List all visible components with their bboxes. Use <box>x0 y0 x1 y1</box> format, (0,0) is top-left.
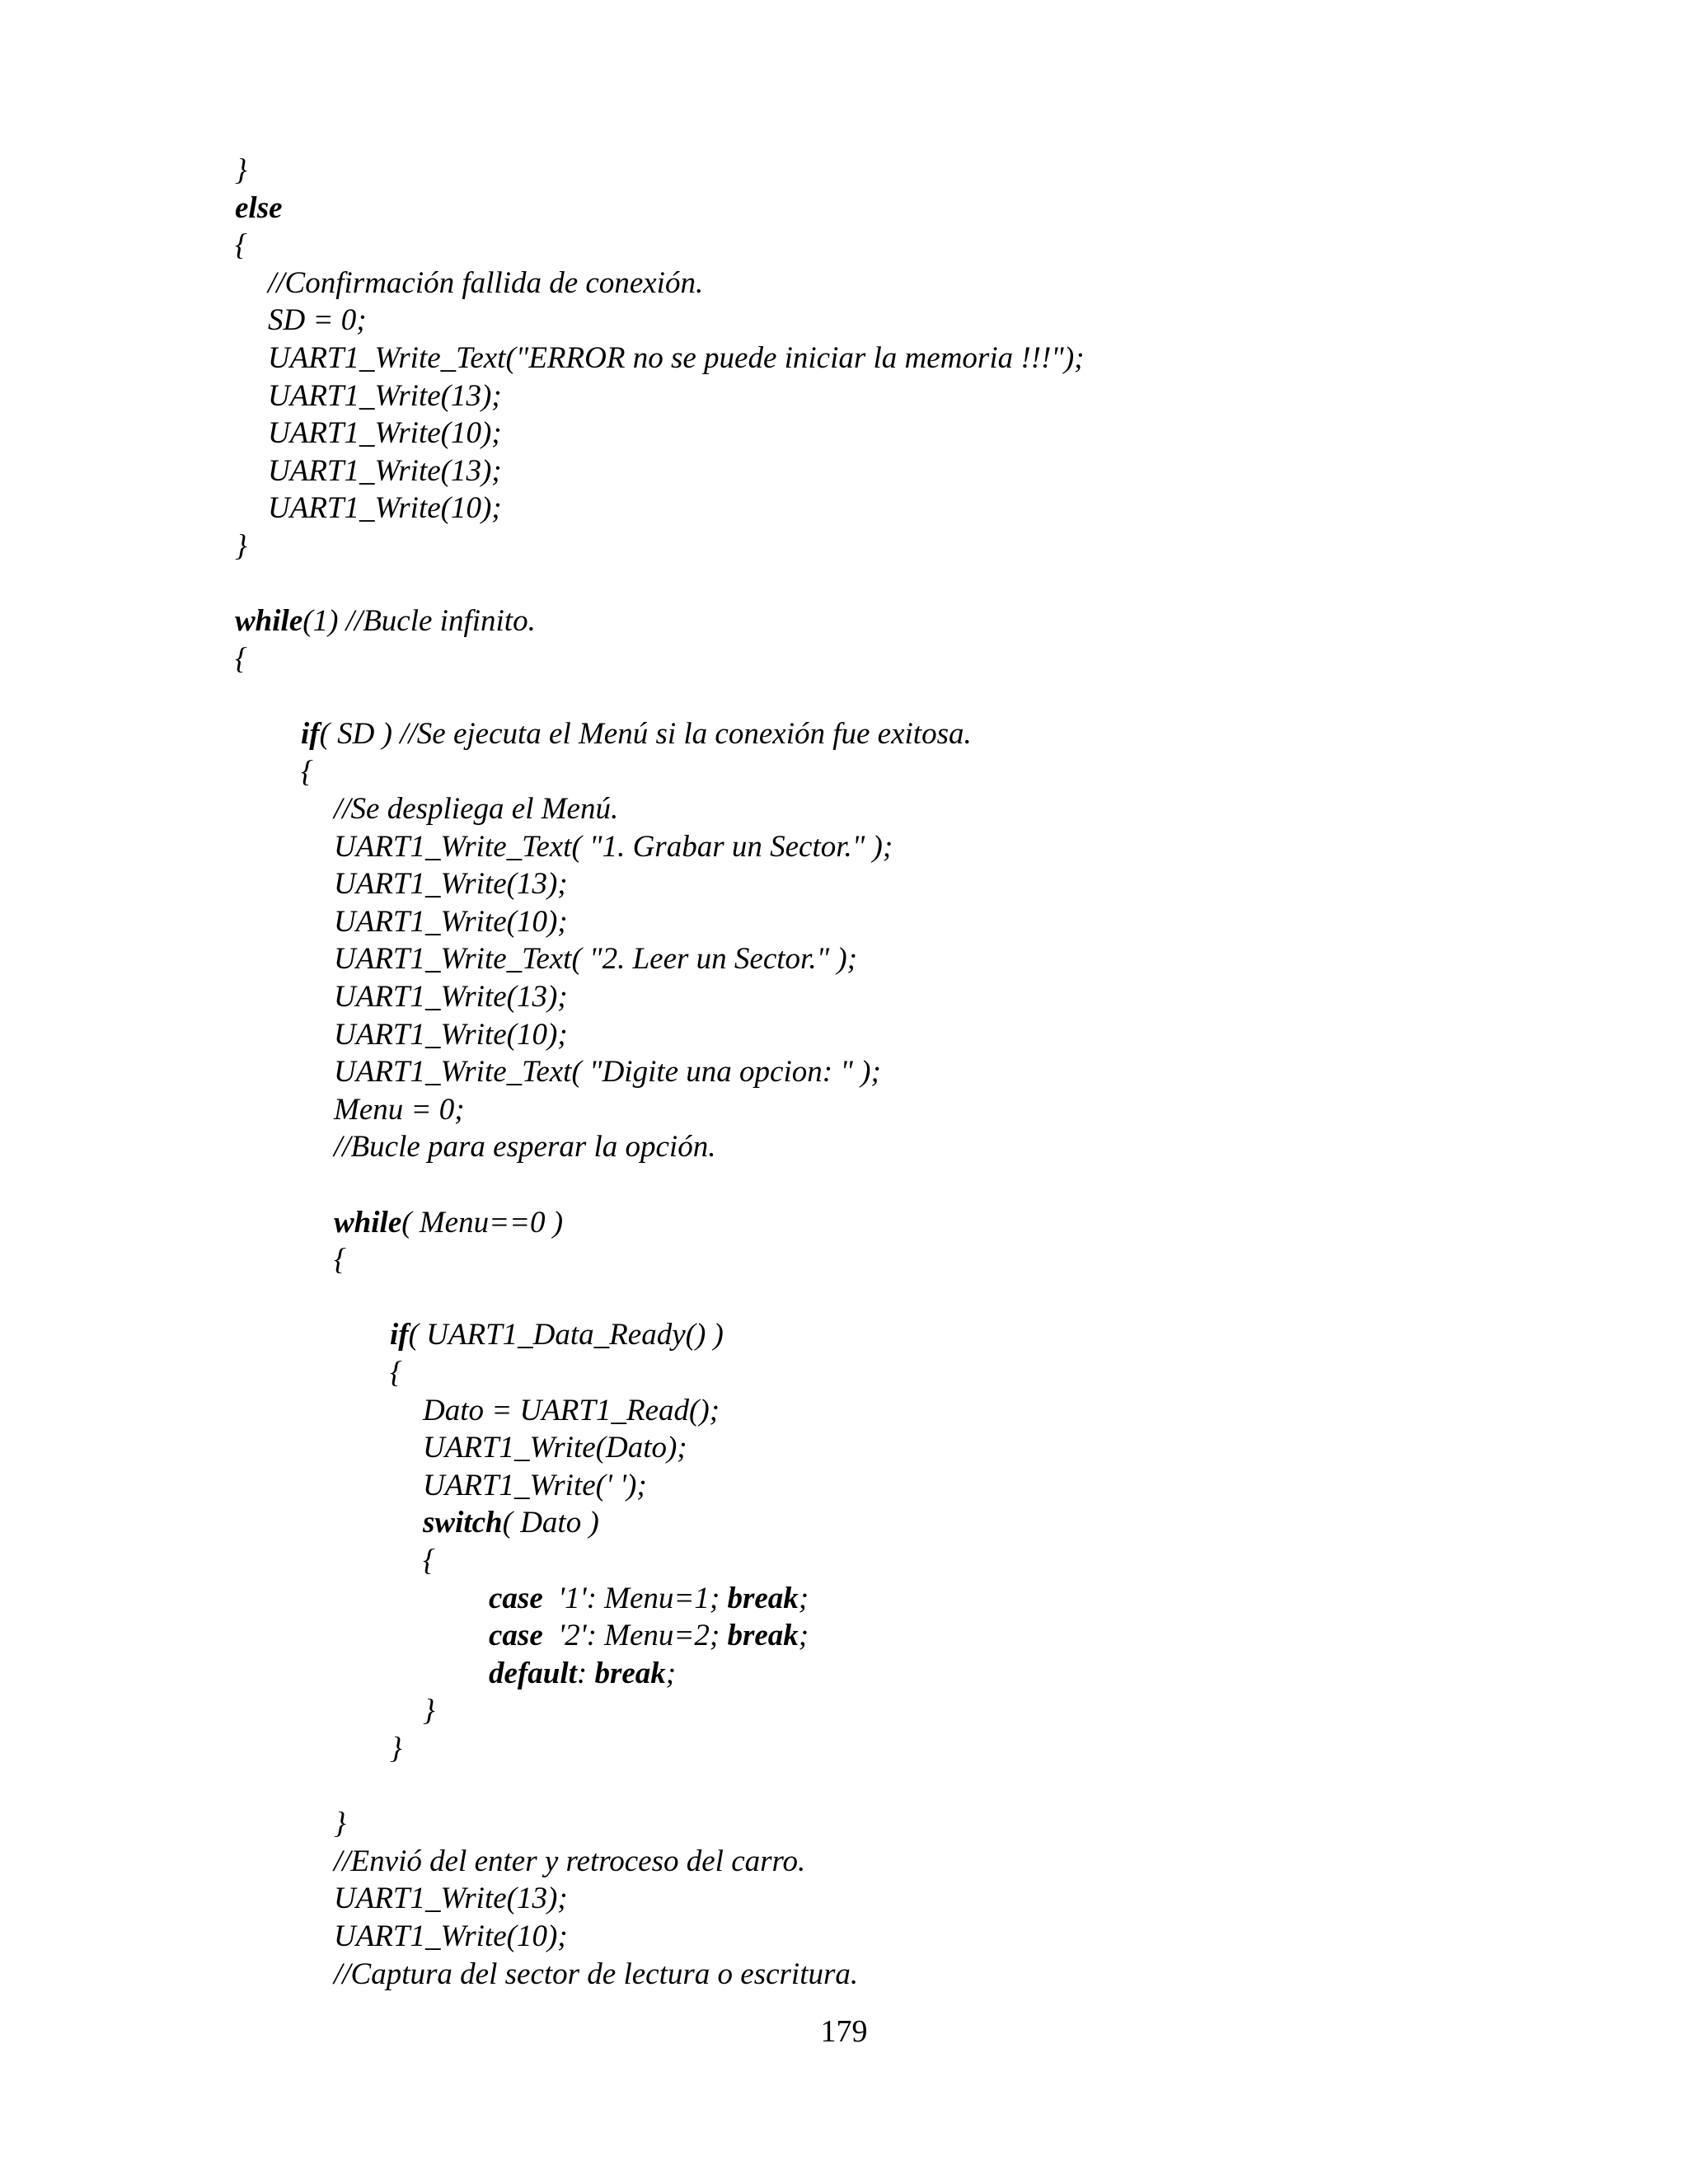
code-text: //Se despliega el Menú. <box>334 792 619 827</box>
code-text: UART1_Write(13); <box>334 980 568 1015</box>
code-keyword: else <box>235 190 283 225</box>
code-line <box>235 377 1521 415</box>
code-line <box>235 640 1521 678</box>
code-text: UART1_Write(13); <box>268 378 502 413</box>
code-text: '1': Menu=1; <box>542 1581 728 1615</box>
page-number: 179 <box>820 2014 868 2049</box>
code-text: SD = 0; <box>268 303 367 338</box>
code-line <box>235 1016 1521 1054</box>
blank-line <box>235 1768 1521 1806</box>
code-text: { <box>235 641 247 676</box>
code-line <box>235 452 1521 490</box>
code-keyword: case <box>489 1581 543 1615</box>
code-text: ( SD ) //Se ejecuta el Menú si la conexión fue exitosa. <box>319 716 972 751</box>
code-line <box>235 753 1521 791</box>
code-line <box>235 1880 1521 1918</box>
code-text: UART1_Write(10); <box>268 491 502 526</box>
code-line <box>235 340 1521 377</box>
code-text: UART1_Write(10); <box>334 904 568 939</box>
code-text: Menu = 0; <box>334 1092 465 1127</box>
code-text: ( Menu==0 ) <box>401 1205 564 1240</box>
code-line <box>235 1580 1521 1618</box>
code-keyword: while <box>334 1205 402 1240</box>
code-text: UART1_Write(10); <box>268 416 502 451</box>
code-line <box>235 227 1521 265</box>
code-line <box>235 1354 1521 1392</box>
code-keyword: break <box>727 1581 799 1615</box>
code-line <box>235 265 1521 302</box>
code-line <box>235 490 1521 527</box>
code-line <box>235 302 1521 340</box>
code-keyword: if <box>390 1318 409 1352</box>
code-text: UART1_Write_Text( "2. Leer un Sector." ); <box>334 942 857 977</box>
code-line <box>235 715 1521 753</box>
code-text: ; <box>798 1619 809 1653</box>
code-text: UART1_Write(' '); <box>423 1468 647 1502</box>
code-line <box>235 1617 1521 1655</box>
code-text: : <box>576 1656 595 1690</box>
code-line <box>235 1128 1521 1166</box>
code-keyword: default <box>489 1656 577 1690</box>
code-text: } <box>334 1807 346 1841</box>
code-text: //Envió del enter y retroceso del carro. <box>334 1844 806 1878</box>
blank-line <box>235 565 1521 603</box>
code-text: { <box>334 1243 346 1277</box>
blank-line <box>235 1166 1521 1204</box>
code-text: UART1_Write_Text( "1. Grabar un Sector." ); <box>334 829 893 864</box>
code-line <box>235 1956 1521 1994</box>
code-text: { <box>301 754 313 789</box>
code-line <box>235 1692 1521 1730</box>
code-keyword: break <box>727 1619 799 1653</box>
code-keyword: if <box>301 716 320 751</box>
code-text: UART1_Write_Text("ERROR no se puede iniciar la memoria !!!"); <box>268 340 1085 375</box>
blank-line <box>235 1279 1521 1317</box>
code-line <box>235 790 1521 828</box>
code-listing <box>235 152 1521 1993</box>
code-text: //Confirmación fallida de conexión. <box>268 265 704 300</box>
code-text: UART1_Write(13); <box>334 1882 568 1916</box>
code-line <box>235 602 1521 640</box>
code-text: UART1_Write(13); <box>268 453 502 488</box>
code-line <box>235 1504 1521 1542</box>
code-line <box>235 940 1521 978</box>
code-line <box>235 1843 1521 1881</box>
code-line <box>235 1805 1521 1843</box>
code-line <box>235 1204 1521 1242</box>
code-line <box>235 1467 1521 1505</box>
code-text: UART1_Write(10); <box>334 1017 568 1052</box>
code-text: } <box>235 153 247 187</box>
code-text: ; <box>665 1656 677 1690</box>
code-text: UART1_Write(13); <box>334 867 568 902</box>
code-text: UART1_Write(10); <box>334 1919 568 1953</box>
code-line <box>235 1655 1521 1693</box>
code-line <box>235 828 1521 866</box>
code-line <box>235 152 1521 190</box>
code-keyword: switch <box>423 1506 503 1540</box>
code-keyword: while <box>235 604 303 639</box>
code-line <box>235 1053 1521 1091</box>
code-line <box>235 1429 1521 1467</box>
code-text: } <box>423 1694 435 1728</box>
code-text: { <box>235 228 247 263</box>
code-text: ( Dato ) <box>502 1506 599 1540</box>
code-text: UART1_Write_Text( "Digite una opcion: " ); <box>334 1055 881 1090</box>
code-line <box>235 527 1521 565</box>
code-text: ( UART1_Data_Ready() ) <box>408 1318 724 1352</box>
code-text: } <box>235 528 247 563</box>
code-keyword: break <box>594 1656 666 1690</box>
code-line <box>235 978 1521 1016</box>
code-line <box>235 1730 1521 1768</box>
blank-line <box>235 677 1521 715</box>
code-line <box>235 1091 1521 1129</box>
code-text: UART1_Write(Dato); <box>423 1431 687 1465</box>
code-text: } <box>390 1731 402 1765</box>
code-line <box>235 190 1521 227</box>
code-text: //Captura del sector de lectura o escritura. <box>334 1957 859 1991</box>
code-text: (1) //Bucle infinito. <box>302 604 536 639</box>
code-line <box>235 415 1521 452</box>
code-line <box>235 865 1521 903</box>
code-text: '2': Menu=2; <box>542 1619 728 1653</box>
code-text: Dato = UART1_Read(); <box>423 1393 720 1427</box>
code-text: //Bucle para esperar la opción. <box>334 1130 716 1165</box>
code-line <box>235 1392 1521 1430</box>
code-line <box>235 1542 1521 1580</box>
code-line <box>235 903 1521 941</box>
code-text: ; <box>798 1581 809 1615</box>
code-line <box>235 1316 1521 1354</box>
code-text: { <box>390 1356 402 1390</box>
code-line <box>235 1241 1521 1279</box>
code-text: { <box>423 1543 435 1577</box>
code-keyword: case <box>489 1619 543 1653</box>
code-line <box>235 1918 1521 1956</box>
